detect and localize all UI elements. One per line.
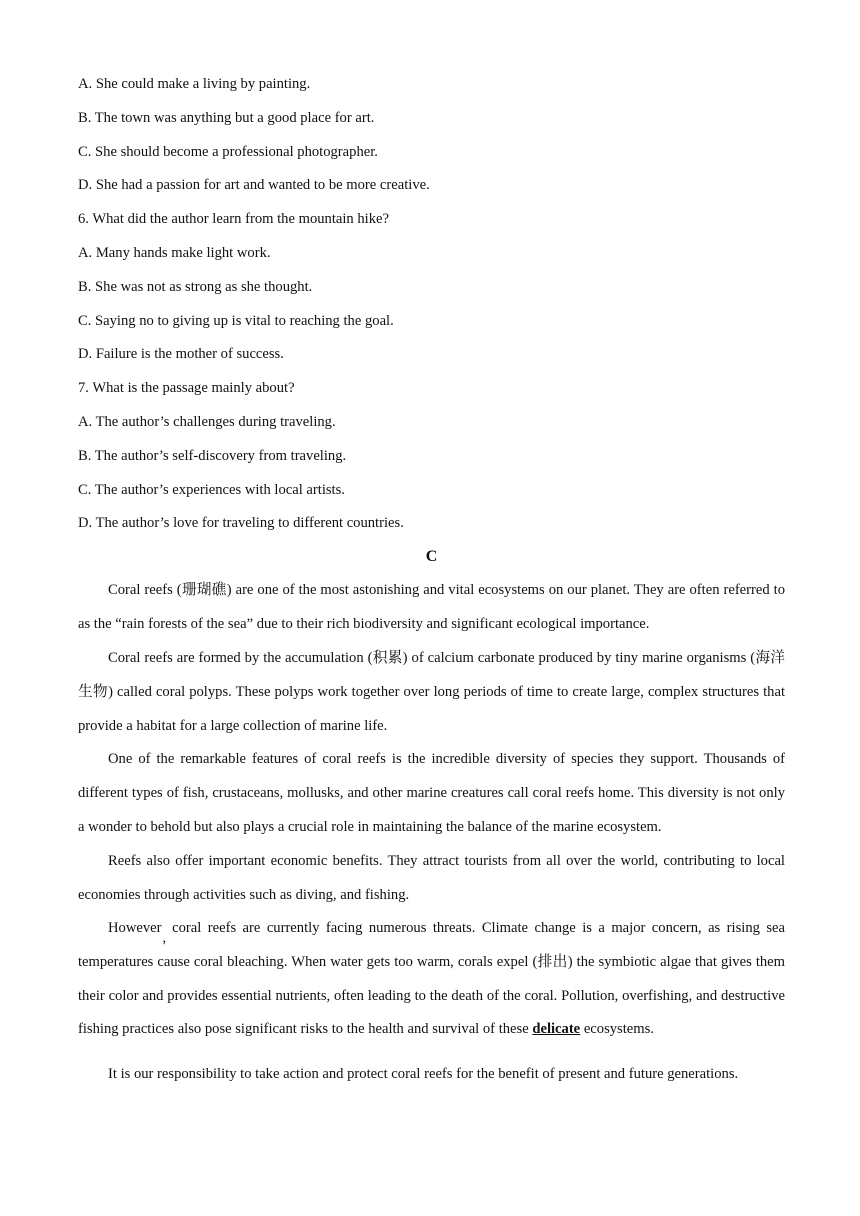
q6-option-d: D. Failure is the mother of success. — [78, 346, 284, 362]
paragraph-5-comma: , — [162, 930, 167, 946]
q7-question: 7. What is the passage mainly about? — [78, 380, 295, 396]
paragraph-5-start: However — [108, 920, 162, 936]
q7-option-d: D. The author’s love for traveling to different countries. — [78, 515, 404, 531]
paragraph-6: It is our responsibility to take action and protect coral reefs for the benefit of present and future generations. — [108, 1066, 739, 1082]
paragraph-5-body: coral reefs are currently facing numerous threats. Climate change is a major concern, as rising sea temperatures cause coral bleaching. When water gets too warm, corals expel (排出) the symbiotic algae that gives them their color and provides essential nutrients, often leading to the death of the coral. Pollution, overfishing, and destructive fishing practices also pose significant risks to the health and survival of these — [78, 920, 785, 1038]
q7-option-a: A. The author’s challenges during traveling. — [78, 414, 336, 430]
q6-option-b: B. She was not as strong as she thought. — [78, 279, 313, 295]
paragraph-2: Coral reefs are formed by the accumulation (积累) of calcium carbonate produced by tiny marine organisms (海洋生物) called coral polyps. These polyps work together over long periods of time to create large, complex structures that provide a habitat for a large collection of marine life. — [78, 650, 785, 734]
q5-option-d: D. She had a passion for art and wanted to be more creative. — [78, 177, 430, 193]
section-heading-c: C — [425, 548, 438, 565]
paragraph-1: Coral reefs (珊瑚礁) are one of the most astonishing and vital ecosystems on our planet. They are often referred to as the “rain forests of the sea” due to their rich biodiversity and significant ecological importance. — [78, 582, 785, 632]
q7-option-c: C. The author’s experiences with local artists. — [78, 482, 345, 498]
q6-option-c: C. Saying no to giving up is vital to reaching the goal. — [78, 313, 394, 329]
q5-option-a: A. She could make a living by painting. — [78, 76, 311, 92]
q5-option-b: B. The town was anything but a good place for art. — [78, 110, 375, 126]
paragraph-4: Reefs also offer important economic benefits. They attract tourists from all over the world, contributing to local economies through activities such as diving, and fishing. — [78, 853, 785, 903]
q6-option-a: A. Many hands make light work. — [78, 245, 271, 261]
paragraph-5 — [78, 912, 785, 1047]
q6-question: 6. What did the author learn from the mountain hike? — [78, 211, 389, 227]
q5-option-c: C. She should become a professional photographer. — [78, 144, 378, 160]
paragraph-5-end: ecosystems. — [583, 1021, 654, 1038]
underlined-word-delicate: delicate — [532, 1021, 581, 1038]
paragraph-3: One of the remarkable features of coral reefs is the incredible diversity of species they support. Thousands of different types of fish, crustaceans, mollusks, and other marine creatures call coral reefs home. This diversity is not only a wonder to behold but also plays a crucial role in maintaining the balance of the marine ecosystem. — [78, 751, 785, 835]
q7-option-b: B. The author’s self-discovery from traveling. — [78, 448, 347, 464]
